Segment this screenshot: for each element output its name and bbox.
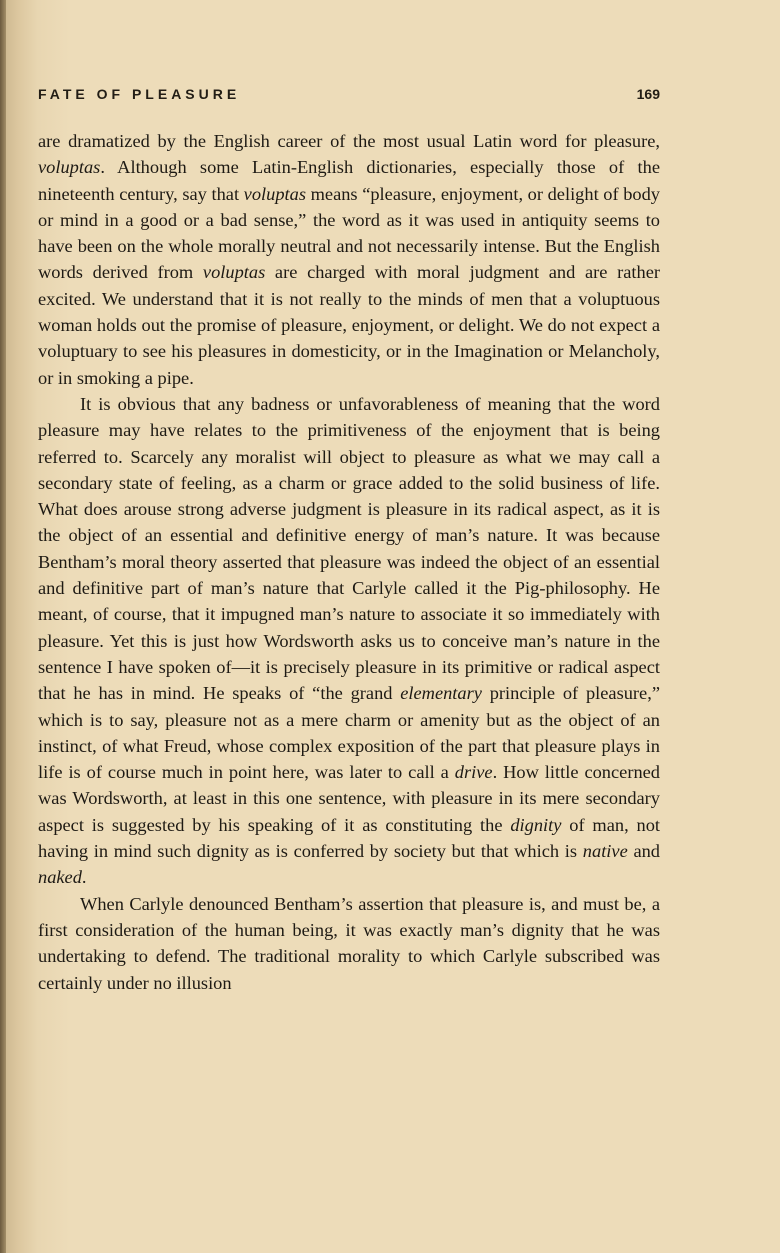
page-header: [38, 86, 660, 108]
italic-text-run: voluptas: [202, 262, 266, 283]
italic-text-run: voluptas: [38, 157, 101, 178]
text-run: of man, not having in mind such dignity as is conferred by society but that which is: [38, 814, 661, 862]
text-run: means “pleasure, enjoyment, or delight of body or mind in a good or a bad sense,” the word as it was used in antiquity seems to have been on the whole morally neutral and not necessarily intense. But the English words derived from: [38, 183, 660, 283]
italic-text-run: drive: [454, 762, 493, 783]
italic-text-run: naked: [38, 867, 82, 888]
italic-text-run: elementary: [400, 683, 482, 704]
text-run: When Carlyle denounced Bentham’s assertion that pleasure is, and must be, a first consideration of the human being, it was exactly man’s dignity that he was undertaking to defend. The traditional morality to which Carlyle subscribed was certainly under no illusion: [38, 893, 660, 993]
text-run: . How little concerned was Wordsworth, at least in this one sentence, with pleasure in its mere secondary aspect is suggested by his speaking of it as constituting the: [38, 762, 660, 835]
page-number: 169: [636, 86, 660, 102]
text-run: .: [81, 867, 87, 888]
text-run: and: [627, 841, 661, 862]
text-run: It is obvious that any badness or unfavorableness of meaning that the word pleasure may have relates to the primitiveness of the enjoyment that is being referred to. Scarcely any moralist will object to pleasure as what we may call a secondary state of feeling, as a charm or grace added to the solid business of life. What does arouse strong adverse judgment is pleasure in its radical aspect, as it is the object of an essential and definitive energy of man’s nature. It was because Bentham’s moral theory asserted that pleasure was indeed the object of an essential and definitive part of man’s nature that Carlyle called it the Pig-philosophy. He meant, of course, that it impugned man’s nature to associate it so immediately with pleasure. Yet this is just how Wordsworth asks us to conceive man’s nature in the sentence I have spoken of—it is precisely pleasure in its primitive or radical aspect that he has in mind. He speaks of “the grand: [38, 393, 660, 704]
text-run: . Although some Latin-English dictionaries, especially those of the nineteenth century, say that: [38, 157, 660, 204]
text-run: are charged with moral judgment and are rather excited. We understand that it is not really to the minds of men that a voluptuous woman holds out the promise of pleasure, enjoyment, or delight. We do not expect a voluptuary to see his pleasures in domesticity, or in the Imagination or Melancholy, or in smoking a pipe.: [38, 262, 661, 388]
italic-text-run: native: [582, 841, 628, 862]
paragraph-3: [38, 891, 660, 996]
paragraph-1: [38, 128, 660, 391]
text-run: principle of pleasure,” which is to say, pleasure not as a mere charm or amenity but as the object of an instinct, of what Freud, whose complex exposition of the part that pleasure plays in life is of course much in point here, was later to call a: [38, 683, 660, 783]
body-text: [38, 128, 660, 996]
italic-text-run: dignity: [510, 814, 562, 835]
running-head: FATE OF PLEASURE: [38, 86, 241, 102]
italic-text-run: voluptas: [243, 183, 306, 204]
text-run: are dramatized by the English career of the most usual Latin word for pleasure,: [38, 131, 660, 151]
paragraph-2: [38, 391, 660, 891]
page-gutter-edge: [0, 0, 6, 1253]
